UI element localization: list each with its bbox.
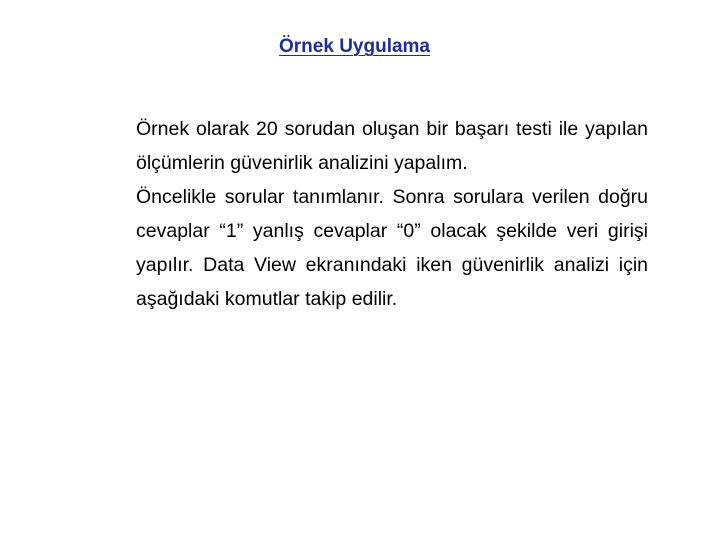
slide-title: Örnek Uygulama <box>279 36 430 57</box>
body-paragraph-2: Öncelikle sorular tanımlanır. Sonra sorulara verilen doğru cevaplar “1” yanlış cevaplar “0” olacak şekilde veri girişi yapılır. Data View ekranındaki iken güvenirlik analizi için aşağıdaki komutlar takip edilir. <box>136 186 648 310</box>
body-paragraph-1: Örnek olarak 20 sorudan oluşan bir başarı testi ile yapılan ölçümlerin güvenirlik analizini yapalım. <box>136 118 648 174</box>
slide-body <box>136 112 648 316</box>
